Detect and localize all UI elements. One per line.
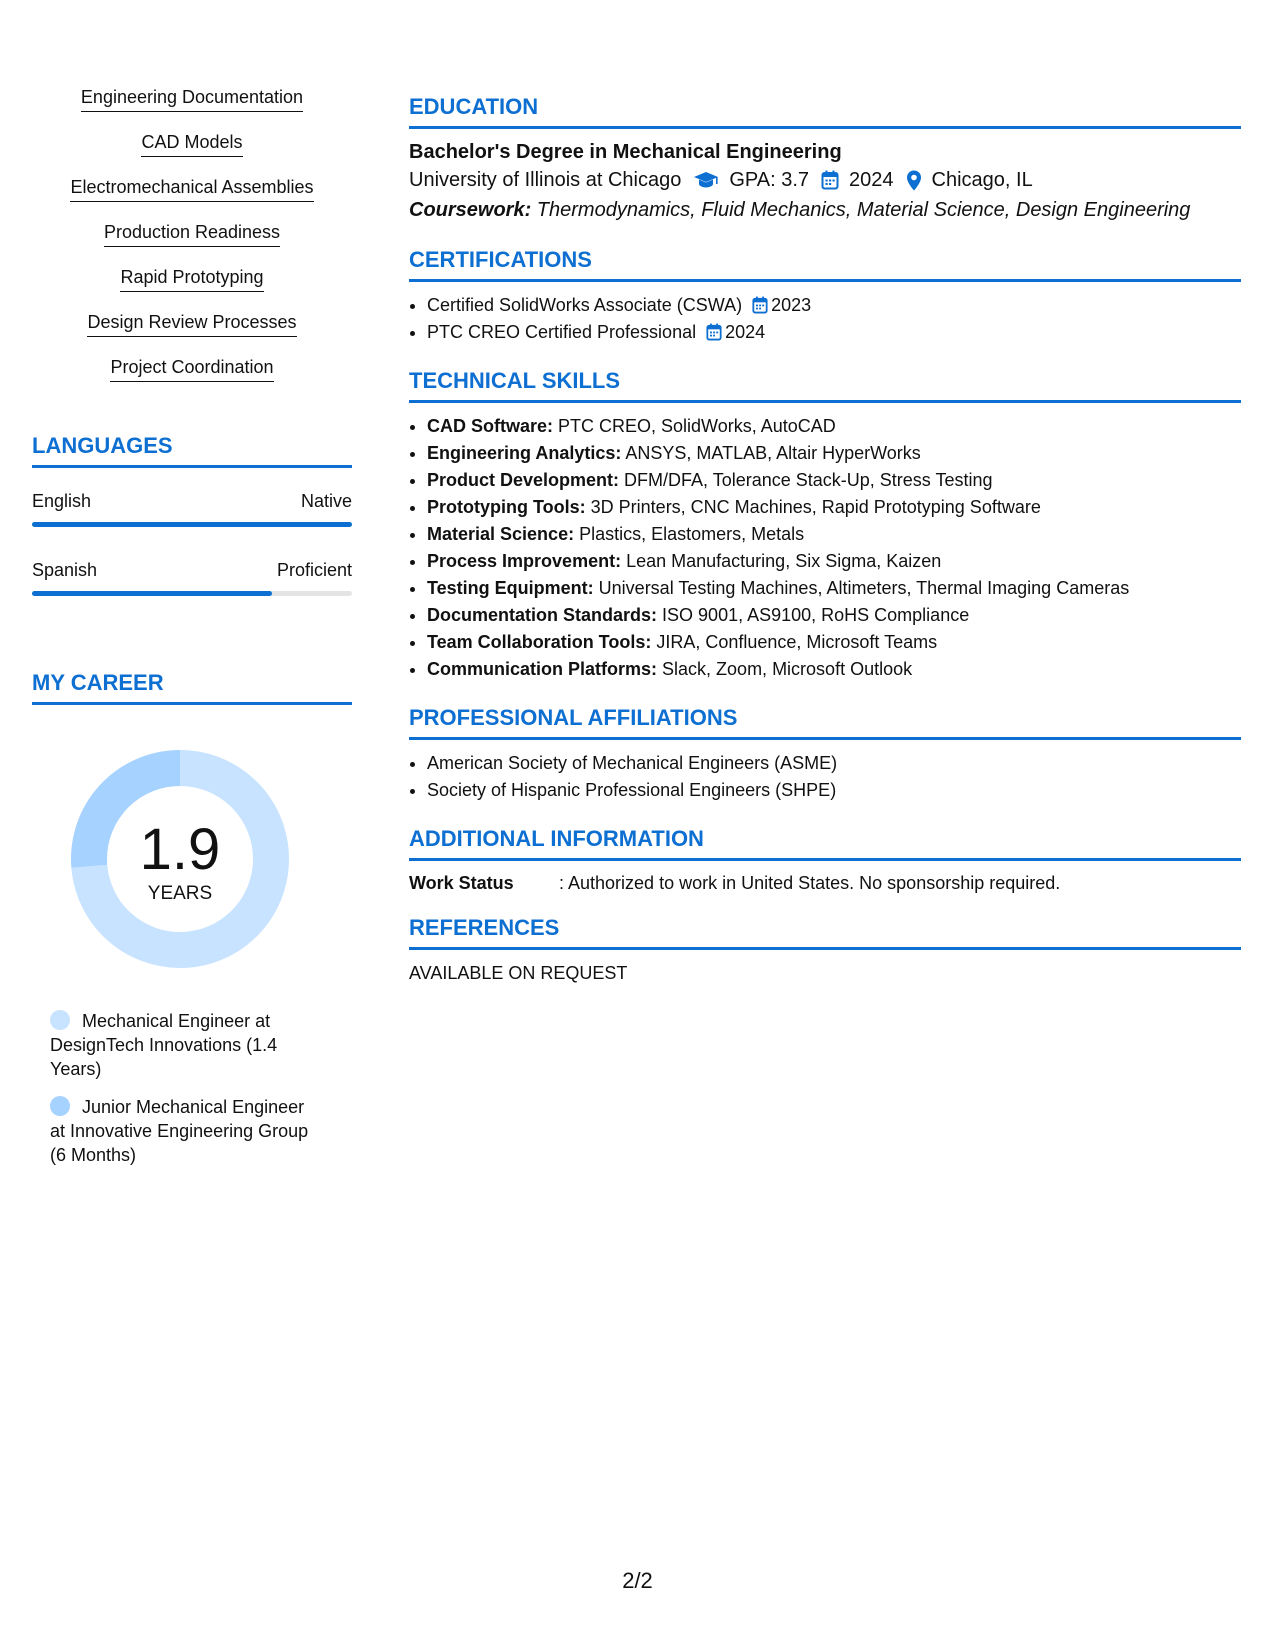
references-text: AVAILABLE ON REQUEST — [409, 963, 628, 983]
list-item: • Engineering Analytics: ANSYS, MATLAB, Altair HyperWorks — [427, 440, 1241, 467]
technical-skills-title: TECHNICAL SKILLS — [409, 368, 1241, 403]
degree: Bachelor's Degree in Mechanical Engineering — [409, 141, 842, 163]
legend-dot — [50, 1010, 70, 1030]
career-title: MY CAREER — [32, 670, 352, 705]
languages-section — [32, 433, 352, 596]
left-column — [32, 86, 352, 1181]
additional-info-section — [409, 826, 1241, 895]
education-section — [409, 94, 1241, 225]
list-item: • Communication Platforms: Slack, Zoom, Microsoft Outlook — [427, 656, 1241, 683]
education-meta — [409, 165, 1241, 195]
calendar-icon — [706, 323, 722, 341]
right-column — [409, 94, 1241, 1006]
career-donut — [66, 745, 294, 973]
skill-tag: Production Readiness — [32, 221, 352, 266]
certifications-title: CERTIFICATIONS — [409, 247, 1241, 282]
language-bar — [32, 591, 352, 596]
list-item: • Testing Equipment: Universal Testing Machines, Altimeters, Thermal Imaging Cameras — [427, 575, 1241, 602]
language-name: English — [32, 491, 92, 511]
list-item: • CAD Software: PTC CREO, SolidWorks, AutoCAD — [427, 413, 1241, 440]
references-section — [409, 915, 1241, 984]
list-item: • Material Science: Plastics, Elastomers, Metals — [427, 521, 1241, 548]
education-title: EDUCATION — [409, 94, 1241, 129]
certifications-section — [409, 247, 1241, 346]
affiliations-title: PROFESSIONAL AFFILIATIONS — [409, 705, 1241, 740]
career-legend-item: Mechanical Engineer at DesignTech Innovations (1.4 Years) — [50, 1011, 278, 1079]
list-item: • Prototyping Tools: 3D Printers, CNC Machines, Rapid Prototyping Software — [427, 494, 1241, 521]
page-number: 2/2 — [622, 1568, 653, 1593]
career-legend — [50, 1009, 320, 1167]
language-item — [32, 490, 352, 527]
skill-tag: Design Review Processes — [32, 311, 352, 356]
languages-title: LANGUAGES — [32, 433, 352, 468]
work-status: Work Status : Authorized to work in United States. No sponsorship required. — [409, 873, 1061, 893]
skill-tags — [32, 86, 352, 401]
career-unit: YEARS — [147, 883, 213, 904]
list-item: • Documentation Standards: ISO 9001, AS9100, RoHS Compliance — [427, 602, 1241, 629]
list-item: • Certified SolidWorks Associate (CSWA) 2023 — [427, 292, 1241, 319]
career-section — [32, 670, 352, 1167]
list-item: • Product Development: DFM/DFA, Tolerance Stack-Up, Stress Testing — [427, 467, 1241, 494]
gpa: GPA: 3.7 — [729, 169, 810, 191]
language-level: Native — [300, 491, 352, 511]
language-name: Spanish — [32, 560, 98, 580]
language-bar — [32, 522, 352, 527]
calendar-icon — [821, 170, 839, 190]
list-item: • Society of Hispanic Professional Engineers (SHPE) — [427, 777, 1241, 804]
list-item: • PTC CREO Certified Professional 2024 — [427, 319, 1241, 346]
references-title: REFERENCES — [409, 915, 1241, 950]
list-item: • Process Improvement: Lean Manufacturing, Six Sigma, Kaizen — [427, 548, 1241, 575]
skill-tag: Electromechanical Assemblies — [32, 176, 352, 221]
language-item — [32, 559, 352, 596]
career-total: 1.9 — [139, 817, 221, 882]
graduation-year: 2024 — [849, 169, 894, 191]
skill-tag: Engineering Documentation — [32, 86, 352, 131]
list-item: • American Society of Mechanical Engineers (ASME) — [427, 750, 1241, 777]
legend-dot — [50, 1096, 70, 1116]
calendar-icon — [752, 296, 768, 314]
graduation-cap-icon — [693, 171, 719, 189]
additional-info-title: ADDITIONAL INFORMATION — [409, 826, 1241, 861]
career-legend-item: Junior Mechanical Engineer at Innovative Engineering Group (6 Months) — [50, 1097, 309, 1165]
school: University of Illinois at Chicago — [409, 169, 682, 191]
affiliations-section — [409, 705, 1241, 804]
skill-tag: Project Coordination — [32, 356, 352, 401]
list-item: • Team Collaboration Tools: JIRA, Confluence, Microsoft Teams — [427, 629, 1241, 656]
location: Chicago, IL — [931, 169, 1033, 191]
location-pin-icon — [906, 170, 922, 191]
technical-skills-section — [409, 368, 1241, 683]
language-level: Proficient — [276, 560, 352, 580]
skill-tag: CAD Models — [32, 131, 352, 176]
coursework: Coursework: Thermodynamics, Fluid Mechanics, Material Science, Design Engineering — [409, 199, 1191, 221]
skill-tag: Rapid Prototyping — [32, 266, 352, 311]
